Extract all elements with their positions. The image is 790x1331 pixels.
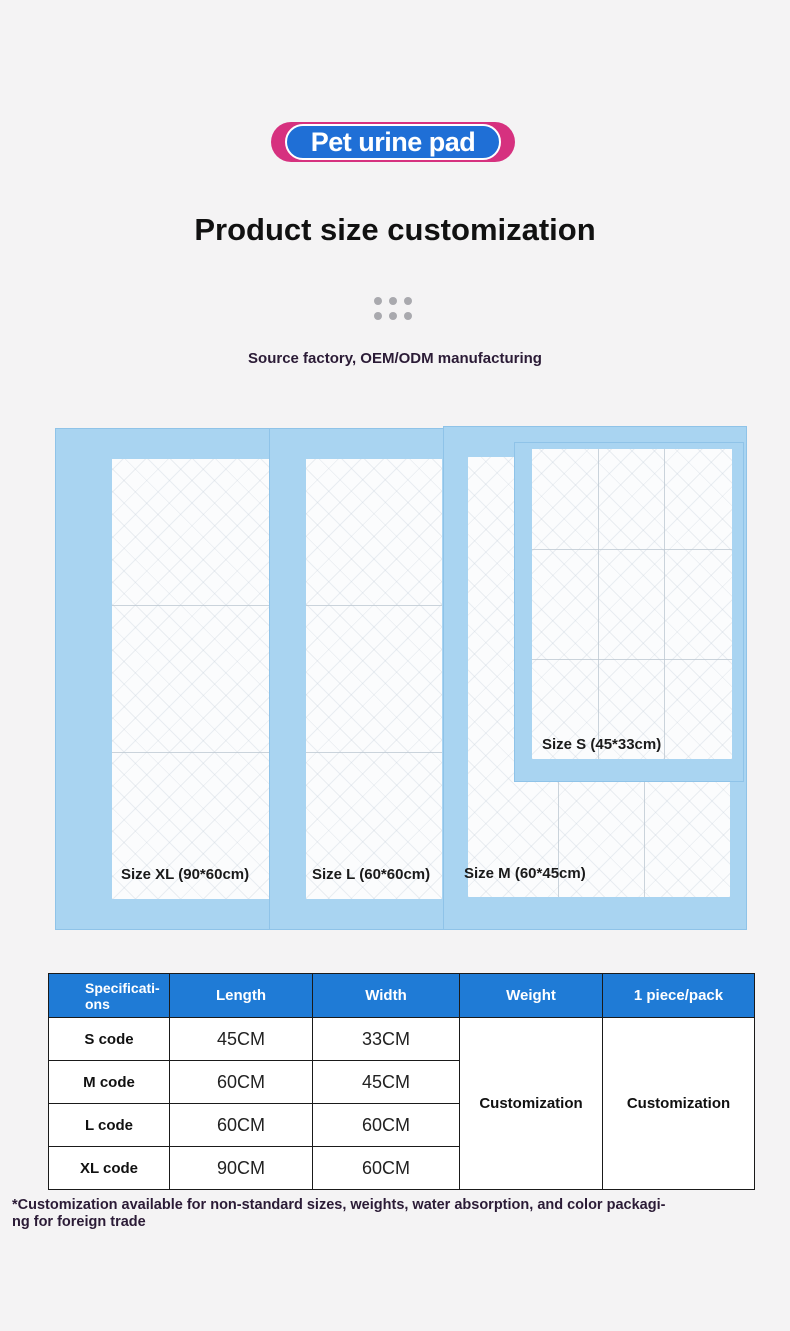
row-length: 60CM: [170, 1104, 313, 1147]
product-badge: [271, 122, 515, 162]
header-width: Width: [313, 974, 460, 1018]
pad-l-label: Size L (60*60cm): [312, 866, 431, 883]
pad-xl-label: Size XL (90*60cm): [121, 866, 250, 883]
pad-s-label: Size S (45*33cm): [542, 736, 662, 753]
pad-m-label: Size M (60*45cm): [464, 865, 586, 882]
pad-xl: [55, 428, 277, 930]
row-code: XL code: [49, 1147, 170, 1190]
pad-s: [514, 442, 744, 782]
header-length: Length: [170, 974, 313, 1018]
spec-table: [48, 973, 755, 1190]
row-code: L code: [49, 1104, 170, 1147]
pad-l: [269, 428, 449, 930]
pack-customization: Customization: [603, 1018, 755, 1190]
row-width: 33CM: [313, 1018, 460, 1061]
footnote: *Customization available for non-standard sizes, weights, water absorption, and color packagi-ng for foreign trade: [12, 1197, 666, 1230]
row-code: M code: [49, 1061, 170, 1104]
row-width: 45CM: [313, 1061, 460, 1104]
badge-label: Pet urine pad: [285, 124, 501, 160]
row-width: 60CM: [313, 1104, 460, 1147]
row-length: 45CM: [170, 1018, 313, 1061]
table-row: [49, 1018, 755, 1061]
row-code: S code: [49, 1018, 170, 1061]
header-specifications: Specificati- ons: [49, 974, 170, 1018]
weight-customization: Customization: [460, 1018, 603, 1190]
row-length: 60CM: [170, 1061, 313, 1104]
header-pack: 1 piece/pack: [603, 974, 755, 1018]
page-subtitle: Source factory, OEM/ODM manufacturing: [248, 350, 542, 367]
page-title: Product size customization: [194, 212, 596, 247]
row-width: 60CM: [313, 1147, 460, 1190]
header-weight: Weight: [460, 974, 603, 1018]
dots-divider-icon: [374, 297, 416, 321]
spec-table-header-row: [49, 974, 755, 1018]
row-length: 90CM: [170, 1147, 313, 1190]
pad-size-illustration: [55, 426, 747, 931]
